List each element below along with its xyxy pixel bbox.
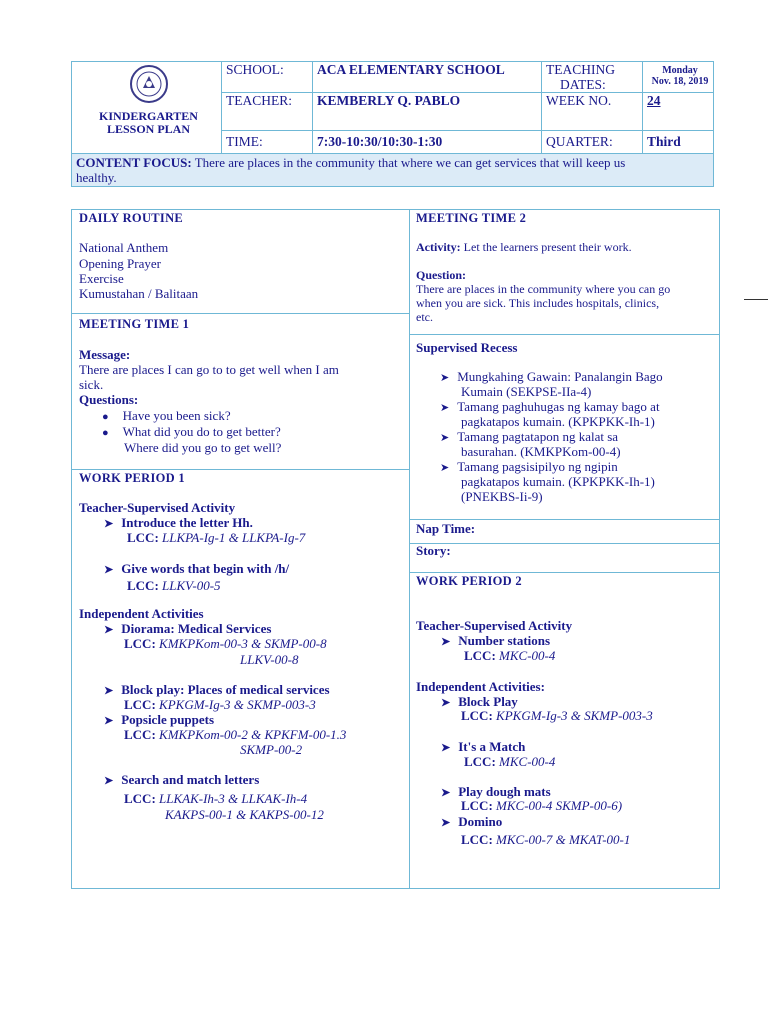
activity-line: Activity: Let the learners present their work. <box>416 240 632 254</box>
quarter-label: QUARTER: <box>542 131 643 154</box>
recess-item: ➤ Tamang paghuhugas ng kamay bago at <box>440 399 660 414</box>
story-label: Story: <box>416 543 451 558</box>
question-label: Question: <box>416 268 467 282</box>
nap-time-label: Nap Time: <box>416 521 476 536</box>
focus-text: There are places in the community that where we can get services that will keep us <box>191 155 626 170</box>
routine-item: National Anthem <box>79 240 169 255</box>
lcc-line: LLKV-00-8 <box>240 652 299 667</box>
week-value: 24 <box>643 93 714 131</box>
activity-item: ➤ Block play: Places of medical services <box>104 682 330 697</box>
work-period-1-title: WORK PERIOD 1 <box>79 471 185 485</box>
bullet-icon: ● <box>102 427 109 439</box>
week-label: WEEK NO. <box>542 93 643 131</box>
lcc-line: LCC: KMKPKom-00-2 & KPKFM-00-1.3 <box>124 727 347 742</box>
lcc-line: LCC: KPKGM-Ig-3 & SKMP-003-3 <box>124 697 316 712</box>
message-text: sick. <box>79 377 104 392</box>
routine-item: Opening Prayer <box>79 256 161 271</box>
lcc-line: LCC: MKC-00-4 <box>464 648 556 663</box>
quarter-value: Third <box>643 131 714 154</box>
recess-item: basurahan. (KMKPKom-00-4) <box>461 444 621 459</box>
margin-line <box>744 299 768 300</box>
arrow-bullet-icon: ➤ <box>104 624 114 636</box>
recess-item: ➤ Tamang pagsisipilyo ng ngipin <box>440 459 618 474</box>
arrow-bullet-icon: ➤ <box>104 775 114 787</box>
lcc-line: LCC: MKC-00-7 & MKAT-00-1 <box>461 832 631 847</box>
lcc-line: LCC: KPKGM-Ig-3 & SKMP-003-3 <box>461 708 653 723</box>
content-focus: CONTENT FOCUS: There are places in the community that where we can get services that will keep us healthy. <box>72 154 714 187</box>
arrow-bullet-icon: ➤ <box>104 685 114 697</box>
recess-item: pagkatapos kumain. (KPKPKK-Ih-1) <box>461 474 655 489</box>
activity-item: ➤ Play dough mats <box>441 784 551 799</box>
activity-item: ➤ It's a Match <box>441 739 526 754</box>
meeting-time-1-title: MEETING TIME 1 <box>79 317 190 331</box>
divider <box>71 313 409 314</box>
title-line-1: KINDERGARTEN <box>99 109 198 123</box>
divider <box>409 334 720 335</box>
divider <box>409 543 720 544</box>
activity-item: ➤ Introduce the letter Hh. <box>104 515 253 530</box>
divider <box>409 519 720 520</box>
column-divider <box>409 209 410 889</box>
questions-label: Questions: <box>79 392 139 407</box>
question-text: when you are sick. This includes hospitals, clinics, <box>416 296 660 310</box>
divider <box>71 469 409 470</box>
lcc-line: LCC: MKC-00-4 SKMP-00-6) <box>461 798 623 813</box>
time-label: TIME: <box>222 131 313 154</box>
message-text: There are places I can go to to get well when I am <box>79 362 339 377</box>
divider <box>409 572 720 573</box>
teacher-value: KEMBERLY Q. PABLO <box>313 93 542 131</box>
message-label: Message: <box>79 347 131 362</box>
activity-item: ➤ Diorama: Medical Services <box>104 621 272 636</box>
lcc-line: LCC: MKC-00-4 <box>464 754 556 769</box>
arrow-bullet-icon: ➤ <box>441 787 451 799</box>
arrow-bullet-icon: ➤ <box>441 742 451 754</box>
activity-item: ➤ Search and match letters <box>104 772 260 787</box>
routine-item: Exercise <box>79 271 124 286</box>
daily-routine-title: DAILY ROUTINE <box>79 211 184 225</box>
lcc-line: SKMP-00-2 <box>240 742 303 757</box>
question-text: etc. <box>416 310 433 324</box>
activity-item: ➤ Popsicle puppets <box>104 712 215 727</box>
teacher-supervised-label: Teacher-Supervised Activity <box>416 618 573 633</box>
independent-activities-label: Independent Activities <box>79 606 204 621</box>
question-item: Where did you go to get well? <box>124 440 282 455</box>
teaching-dates-label: TEACHING DATES: <box>542 62 643 93</box>
lcc-line: LCC: LLKAK-Ih-3 & LLKAK-Ih-4 <box>124 791 308 806</box>
arrow-bullet-icon: ➤ <box>440 462 450 474</box>
recess-item: ➤ Mungkahing Gawain: Panalangin Bago <box>440 369 663 384</box>
school-label: SCHOOL: <box>222 62 313 93</box>
question-text: There are places in the community where you can go <box>416 282 671 296</box>
arrow-bullet-icon: ➤ <box>104 518 114 530</box>
meeting-time-2-title: MEETING TIME 2 <box>416 211 527 225</box>
lcc-line: LCC: KMKPKom-00-3 & SKMP-00-8 <box>124 636 327 651</box>
logo-cell <box>72 62 222 154</box>
arrow-bullet-icon: ➤ <box>440 372 450 384</box>
recess-item: ➤ Tamang pagtatapon ng kalat sa <box>440 429 619 444</box>
independent-activities-label: Independent Activities: <box>416 679 545 694</box>
supervised-recess-title: Supervised Recess <box>416 340 518 355</box>
recess-item: (PNEKBS-Ii-9) <box>461 489 543 504</box>
time-value: 7:30-10:30/10:30-1:30 <box>313 131 542 154</box>
title-line-2: LESSON PLAN <box>106 122 191 136</box>
arrow-bullet-icon: ➤ <box>440 432 450 444</box>
arrow-bullet-icon: ➤ <box>440 402 450 414</box>
arrow-bullet-icon: ➤ <box>441 817 451 829</box>
lcc-line: KAKPS-00-1 & KAKPS-00-12 <box>165 807 324 822</box>
activity-item: ➤ Block Play <box>441 694 518 709</box>
teacher-label: TEACHER: <box>222 93 313 131</box>
activity-item: ➤ Domino <box>441 814 503 829</box>
routine-item: Kumustahan / Balitaan <box>79 286 199 301</box>
recess-item: pagkatapos kumain. (KPKPKK-Ih-1) <box>461 414 655 429</box>
work-period-2-title: WORK PERIOD 2 <box>416 574 522 588</box>
recess-item: Kumain (SEKPSE-IIa-4) <box>461 384 592 399</box>
activity-item: ➤ Give words that begin with /h/ <box>104 561 290 576</box>
teaching-date-value: Monday Nov. 18, 2019 <box>643 62 714 93</box>
question-item: ● Have you been sick? <box>102 408 231 423</box>
arrow-bullet-icon: ➤ <box>104 564 114 576</box>
school-value: ACA ELEMENTARY SCHOOL <box>313 62 542 93</box>
question-item: ● What did you do to get better? <box>102 424 281 439</box>
lcc-line: LCC: LLKPA-Ig-1 & LLKPA-Ig-7 <box>127 530 306 545</box>
arrow-bullet-icon: ➤ <box>441 636 451 648</box>
header-table <box>71 61 714 187</box>
arrow-bullet-icon: ➤ <box>441 697 451 709</box>
deped-seal-icon <box>129 64 169 104</box>
arrow-bullet-icon: ➤ <box>104 715 114 727</box>
lcc-line: LCC: LLKV-00-5 <box>127 578 221 593</box>
activity-item: ➤ Number stations <box>441 633 551 648</box>
teacher-supervised-label: Teacher-Supervised Activity <box>79 500 236 515</box>
bullet-icon: ● <box>102 411 109 423</box>
